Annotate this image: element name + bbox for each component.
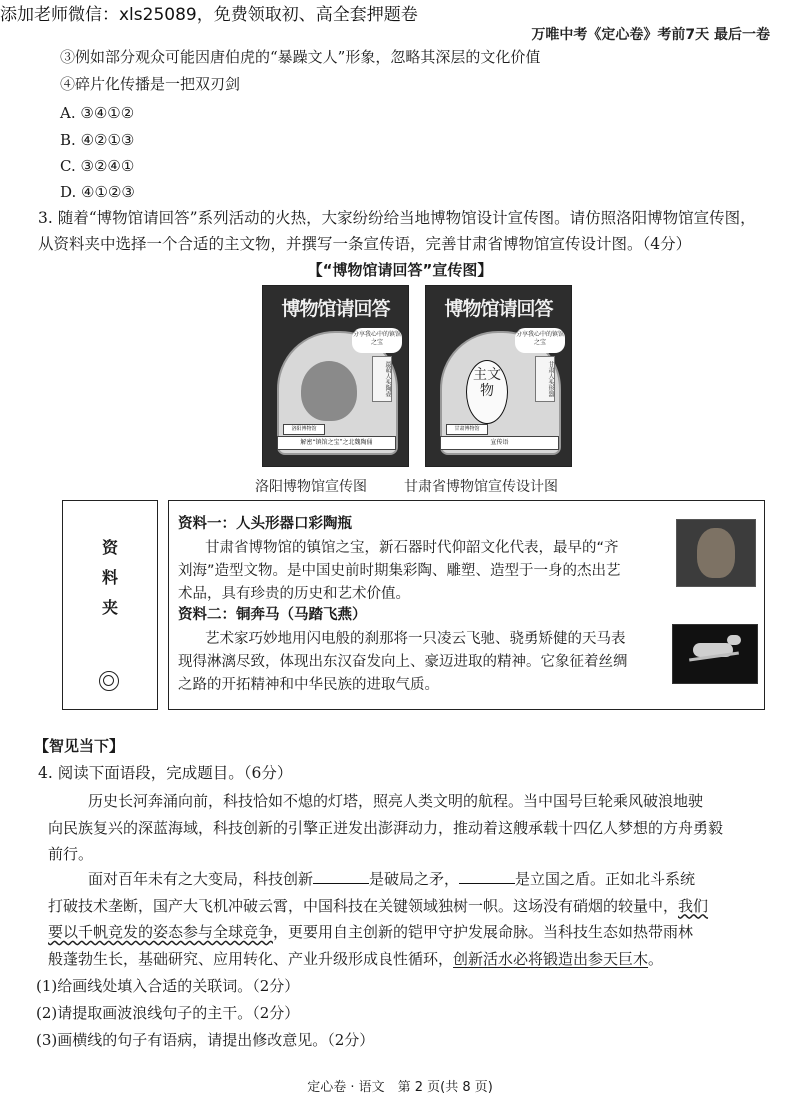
- q3-line1: 随着“博物馆请回答”系列活动的火热，大家纷纷给当地博物馆设计宣传图。请仿照洛阳博物馆宣传图，: [57, 209, 756, 227]
- p2-text: ，更要用自主创新的铠甲守护发展命脉。当科技生态如热带雨林: [273, 923, 694, 941]
- option-c[interactable]: [60, 155, 134, 177]
- folder-title-char: 料: [101, 568, 118, 587]
- watermark-text: 添加老师微信：xls25089，免费领取初、高全套押题卷: [0, 5, 418, 25]
- fill-blank-1[interactable]: [313, 869, 369, 884]
- option-text: ③④①②: [80, 104, 135, 122]
- poster-slogan: 解密“镇馆之宝”之北魏陶俑: [277, 436, 396, 450]
- poster-tag: 最萌人头陶壶: [372, 356, 392, 402]
- subquestion-2: (2)请提取画波浪线句子的主干。（2分）: [36, 1004, 300, 1022]
- material-2-line: 之路的开拓精神和中华民族的进取气质。: [178, 677, 439, 693]
- poster-tag: 甘肃人头形器: [535, 356, 555, 402]
- option-text: ④②①③: [80, 131, 135, 149]
- p2-text: 面对百年未有之大变局，科技创新: [88, 870, 314, 888]
- wavy-underlined-text: 要以千帆竞发的姿态参与全球竞争: [48, 923, 274, 941]
- pottery-vase-photo: [676, 519, 756, 587]
- wavy-underlined-text: 我们: [678, 896, 709, 915]
- p1-line: 向民族复兴的深蓝海域，科技创新的引擎正迸发出澎湃动力，推动着这艘承载十四亿人梦想的方舟勇毅: [48, 818, 724, 837]
- material-2-title: 资料二：铜奔马（马踏飞燕）: [178, 607, 367, 623]
- underlined-text: 创新活水必将锻造出参天巨木: [453, 949, 649, 968]
- artifact-head-image: [301, 361, 357, 421]
- option-b[interactable]: [60, 129, 134, 151]
- luoyang-poster: [262, 285, 409, 467]
- poster-slogan-blank: 宣传语: [440, 436, 559, 450]
- option-text: ④①②③: [81, 183, 135, 201]
- q3-prompt-line1: [38, 206, 778, 230]
- q4-title: 4. 阅读下面语段，完成题目。（6分）: [38, 764, 293, 782]
- main-artifact-oval: 主文物: [466, 360, 508, 424]
- page-header: 万唯中考《定心卷》考前7天 最后一卷: [531, 27, 770, 43]
- section-title: 【智见当下】: [34, 737, 125, 755]
- poster-museum-label: 洛阳博物馆: [283, 424, 325, 435]
- poster-title: 博物馆请回答: [281, 298, 390, 320]
- option-text: ③②④①: [80, 157, 135, 175]
- p1-line: 历史长河奔涌向前，科技恰如不熄的灯塔，照亮人类文明的航程。当中国号巨轮乘风破浪地驶: [88, 792, 704, 810]
- option-a[interactable]: [60, 102, 134, 124]
- page-footer: 定心卷 · 语文 第 2 页(共 8 页): [307, 1080, 493, 1095]
- prev-item-3: ③例如部分观众可能因唐伯虎的“暴躁文人”形象，忽略其深层的文化价值: [60, 48, 541, 66]
- poster-bubble: 分享我心中的镇馆之宝: [515, 328, 565, 353]
- p2-text: 般蓬勃生长，基础研究、应用转化、产业升级形成良性循环，: [48, 949, 454, 968]
- p1-line: 前行。: [48, 845, 94, 863]
- material-1-line: 术品，具有珍贵的历史和艺术价值。: [178, 586, 410, 602]
- caption-gansu: 甘肃省博物馆宣传设计图: [404, 479, 558, 495]
- caption-luoyang: 洛阳博物馆宣传图: [255, 479, 367, 495]
- folder-title: [63, 533, 157, 623]
- option-letter: D.: [60, 183, 77, 201]
- q3-prompt-line2: 从资料夹中选择一个合适的主文物，并撰写一条宣传语，完善甘肃省博物馆宣传设计图。（4分）: [38, 235, 692, 253]
- subquestion-1: (1)给画线处填入合适的关联词。（2分）: [36, 977, 300, 995]
- gansu-poster: [425, 285, 572, 467]
- material-2-line: 现得淋漓尽致，体现出东汉奋发向上、豪迈进取的精神。它象征着丝绸: [178, 654, 628, 670]
- poster-bubble: 分享我心中的镇馆之宝: [352, 328, 402, 353]
- option-d[interactable]: [60, 181, 135, 203]
- folder-title-char: 资: [101, 538, 118, 557]
- material-1-line: 刘海”造型文物。是中国史前时期集彩陶、雕塑、造型于一身的杰出艺: [178, 563, 621, 579]
- folder-title-char: 夹: [101, 598, 118, 617]
- figure-title: 【“博物馆请回答”宣传图】: [307, 261, 493, 279]
- poster-title: 博物馆请回答: [444, 298, 553, 320]
- q3-number: 3.: [38, 209, 53, 227]
- folder-ring-icon: [99, 671, 119, 691]
- fill-blank-2[interactable]: [459, 869, 515, 884]
- material-1-title: 资料一：人头形器口彩陶瓶: [178, 516, 352, 532]
- p2-text: 是破局之矛，: [369, 870, 460, 888]
- q4-paragraph-1: [48, 788, 770, 868]
- option-letter: A.: [60, 104, 76, 122]
- prev-item-4: ④碎片化传播是一把双刃剑: [60, 75, 241, 93]
- bronze-horse-photo: [672, 624, 758, 684]
- material-2-line: 艺术家巧妙地用闪电般的刹那将一只凌云飞驰、骁勇矫健的天马表: [205, 631, 626, 647]
- p2-text: 打破技术垄断，国产大飞机冲破云霄，中国科技在关键领域独树一帜。这场没有硝烟的较量中，: [48, 896, 679, 915]
- material-1-line: 甘肃省博物馆的镇馆之宝，新石器时代仰韶文化代表，最早的“齐: [205, 540, 619, 556]
- p2-text: 是立国之盾。正如北斗系统: [515, 870, 696, 888]
- subquestion-3: (3)画横线的句子有语病，请提出修改意见。（2分）: [36, 1031, 375, 1049]
- option-letter: C.: [60, 157, 76, 175]
- poster-museum-label: 甘肃博物馆: [446, 424, 488, 435]
- p2-text: 。: [648, 949, 664, 968]
- materials-folder-label: [62, 500, 158, 710]
- option-letter: B.: [60, 131, 76, 149]
- q4-paragraph-2: [48, 866, 770, 972]
